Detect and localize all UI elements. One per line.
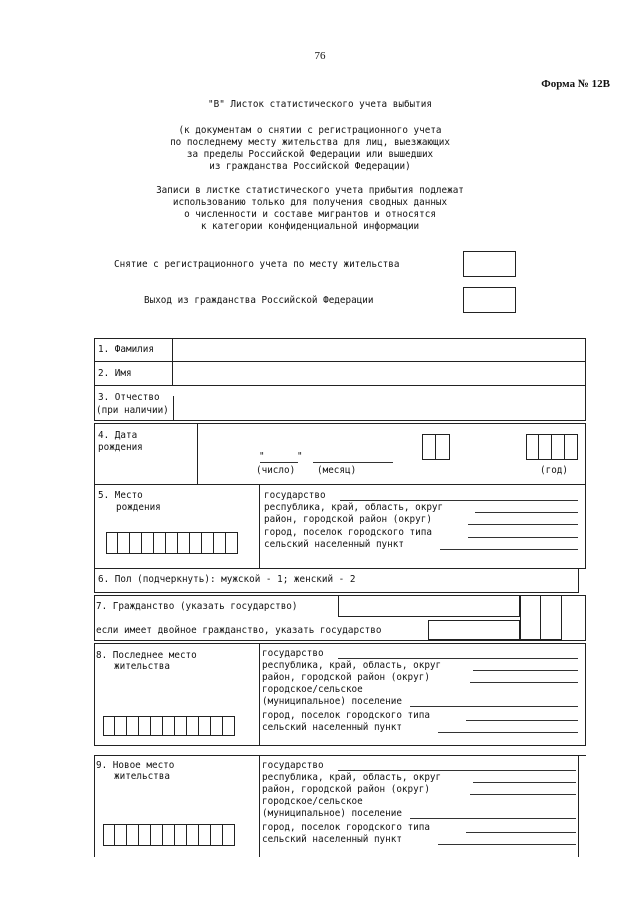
- surname-input[interactable]: [174, 340, 584, 360]
- birth-date-label: 4. Дата: [98, 430, 138, 441]
- birth-village-label: сельский населенный пункт: [264, 539, 404, 550]
- birth-city-input[interactable]: [468, 537, 578, 538]
- month-label: (месяц): [317, 465, 357, 476]
- day-label: (число): [256, 465, 296, 476]
- new-village-input[interactable]: [438, 844, 576, 845]
- birth-country-label: государство: [264, 490, 326, 501]
- citizenship-label: 7. Гражданство (указать государство): [96, 601, 298, 612]
- form-title: "В" Листок статистического учета выбытия: [208, 99, 432, 110]
- birth-city-label: город, поселок городского типа: [264, 527, 432, 538]
- surname-label: 1. Фамилия: [98, 344, 154, 355]
- birth-country-input[interactable]: [340, 500, 578, 501]
- new-district-label: район, городской район (округ): [262, 784, 430, 795]
- day-input[interactable]: [260, 462, 298, 463]
- name-input[interactable]: [174, 363, 584, 384]
- dual-citizenship-label: если имеет двойное гражданство, указать государство: [96, 625, 382, 636]
- birth-district-input[interactable]: [468, 524, 578, 525]
- last-region-input[interactable]: [473, 670, 578, 671]
- new-settlement-input[interactable]: [410, 818, 576, 819]
- last-district-input[interactable]: [470, 682, 578, 683]
- last-country-input[interactable]: [338, 658, 578, 659]
- new-settlement-label: городское/сельское: [262, 796, 363, 807]
- last-village-label: сельский населенный пункт: [262, 722, 402, 733]
- birth-village-input[interactable]: [440, 549, 578, 550]
- last-residence-code-cells[interactable]: [103, 716, 235, 736]
- last-country-label: государство: [262, 648, 324, 659]
- patronymic-input[interactable]: [175, 388, 583, 418]
- last-residence-label: 8. Последнее место: [96, 650, 197, 661]
- year-code-cells[interactable]: [526, 434, 578, 460]
- new-settlement-label-2: (муниципальное) поселение: [262, 808, 402, 819]
- last-settlement-input[interactable]: [410, 706, 578, 707]
- new-country-label: государство: [262, 760, 324, 771]
- last-residence-label-2: жительства: [114, 661, 170, 672]
- birth-place-label-2: рождения: [116, 502, 161, 513]
- citizenship-exit-checkbox[interactable]: [463, 287, 516, 313]
- name-label: 2. Имя: [98, 368, 132, 379]
- birth-date-label-2: рождения: [98, 442, 143, 453]
- month-code-cells[interactable]: [422, 434, 450, 460]
- patronymic-label: 3. Отчество: [98, 392, 160, 403]
- sex-label[interactable]: 6. Пол (подчеркнуть): мужской - 1; женский - 2: [98, 574, 356, 585]
- citizenship-exit-label: Выход из гражданства Российской Федерации: [144, 295, 374, 306]
- birth-place-label: 5. Место: [98, 490, 143, 501]
- new-region-label: республика, край, область, округ: [262, 772, 442, 783]
- birth-region-input[interactable]: [475, 512, 578, 513]
- month-input[interactable]: [313, 462, 393, 463]
- quote-open: ": [259, 451, 265, 462]
- form-number: Форма № 12В: [541, 78, 610, 90]
- birth-district-label: район, городской район (округ): [264, 514, 432, 525]
- new-village-label: сельский населенный пункт: [262, 834, 402, 845]
- last-region-label: республика, край, область, округ: [262, 660, 442, 671]
- new-residence-code-cells[interactable]: [103, 824, 235, 846]
- deregistration-checkbox[interactable]: [463, 251, 516, 277]
- last-village-input[interactable]: [438, 732, 578, 733]
- dual-citizenship-input[interactable]: [428, 620, 520, 640]
- form-subtitle: (к документам о снятии с регистрационного учета по последнему месту жительства для лиц, выезжающих за пределы Российской Федерации или вышедших из гражданства Российской Федерации): [170, 125, 450, 172]
- last-settlement-label-2: (муниципальное) поселение: [262, 696, 402, 707]
- citizenship-code-cells[interactable]: [520, 595, 562, 640]
- birth-region-label: республика, край, область, округ: [264, 502, 444, 513]
- new-residence-label-2: жительства: [114, 771, 170, 782]
- confidentiality-note: Записи в листке статистического учета прибытия подлежат использованию только для получения сводных данных о численности и составе мигрантов и относятся к категории конфиденциальной информации: [156, 185, 464, 232]
- last-city-label: город, поселок городского типа: [262, 710, 430, 721]
- patronymic-note: (при наличии): [96, 405, 169, 416]
- new-city-input[interactable]: [466, 832, 576, 833]
- last-district-label: район, городской район (округ): [262, 672, 430, 683]
- new-residence-label: 9. Новое место: [96, 760, 175, 771]
- new-city-label: город, поселок городского типа: [262, 822, 430, 833]
- citizenship-input[interactable]: [338, 595, 520, 617]
- new-country-input[interactable]: [338, 770, 576, 771]
- last-settlement-label: городское/сельское: [262, 684, 363, 695]
- new-region-input[interactable]: [473, 782, 576, 783]
- page-number: 76: [314, 50, 326, 62]
- year-label: (год): [540, 465, 568, 476]
- birth-place-code-cells[interactable]: [106, 532, 238, 554]
- last-city-input[interactable]: [466, 720, 578, 721]
- deregistration-label: Снятие с регистрационного учета по месту жительства: [114, 259, 400, 270]
- quote-close: ": [297, 451, 303, 462]
- new-district-input[interactable]: [470, 794, 576, 795]
